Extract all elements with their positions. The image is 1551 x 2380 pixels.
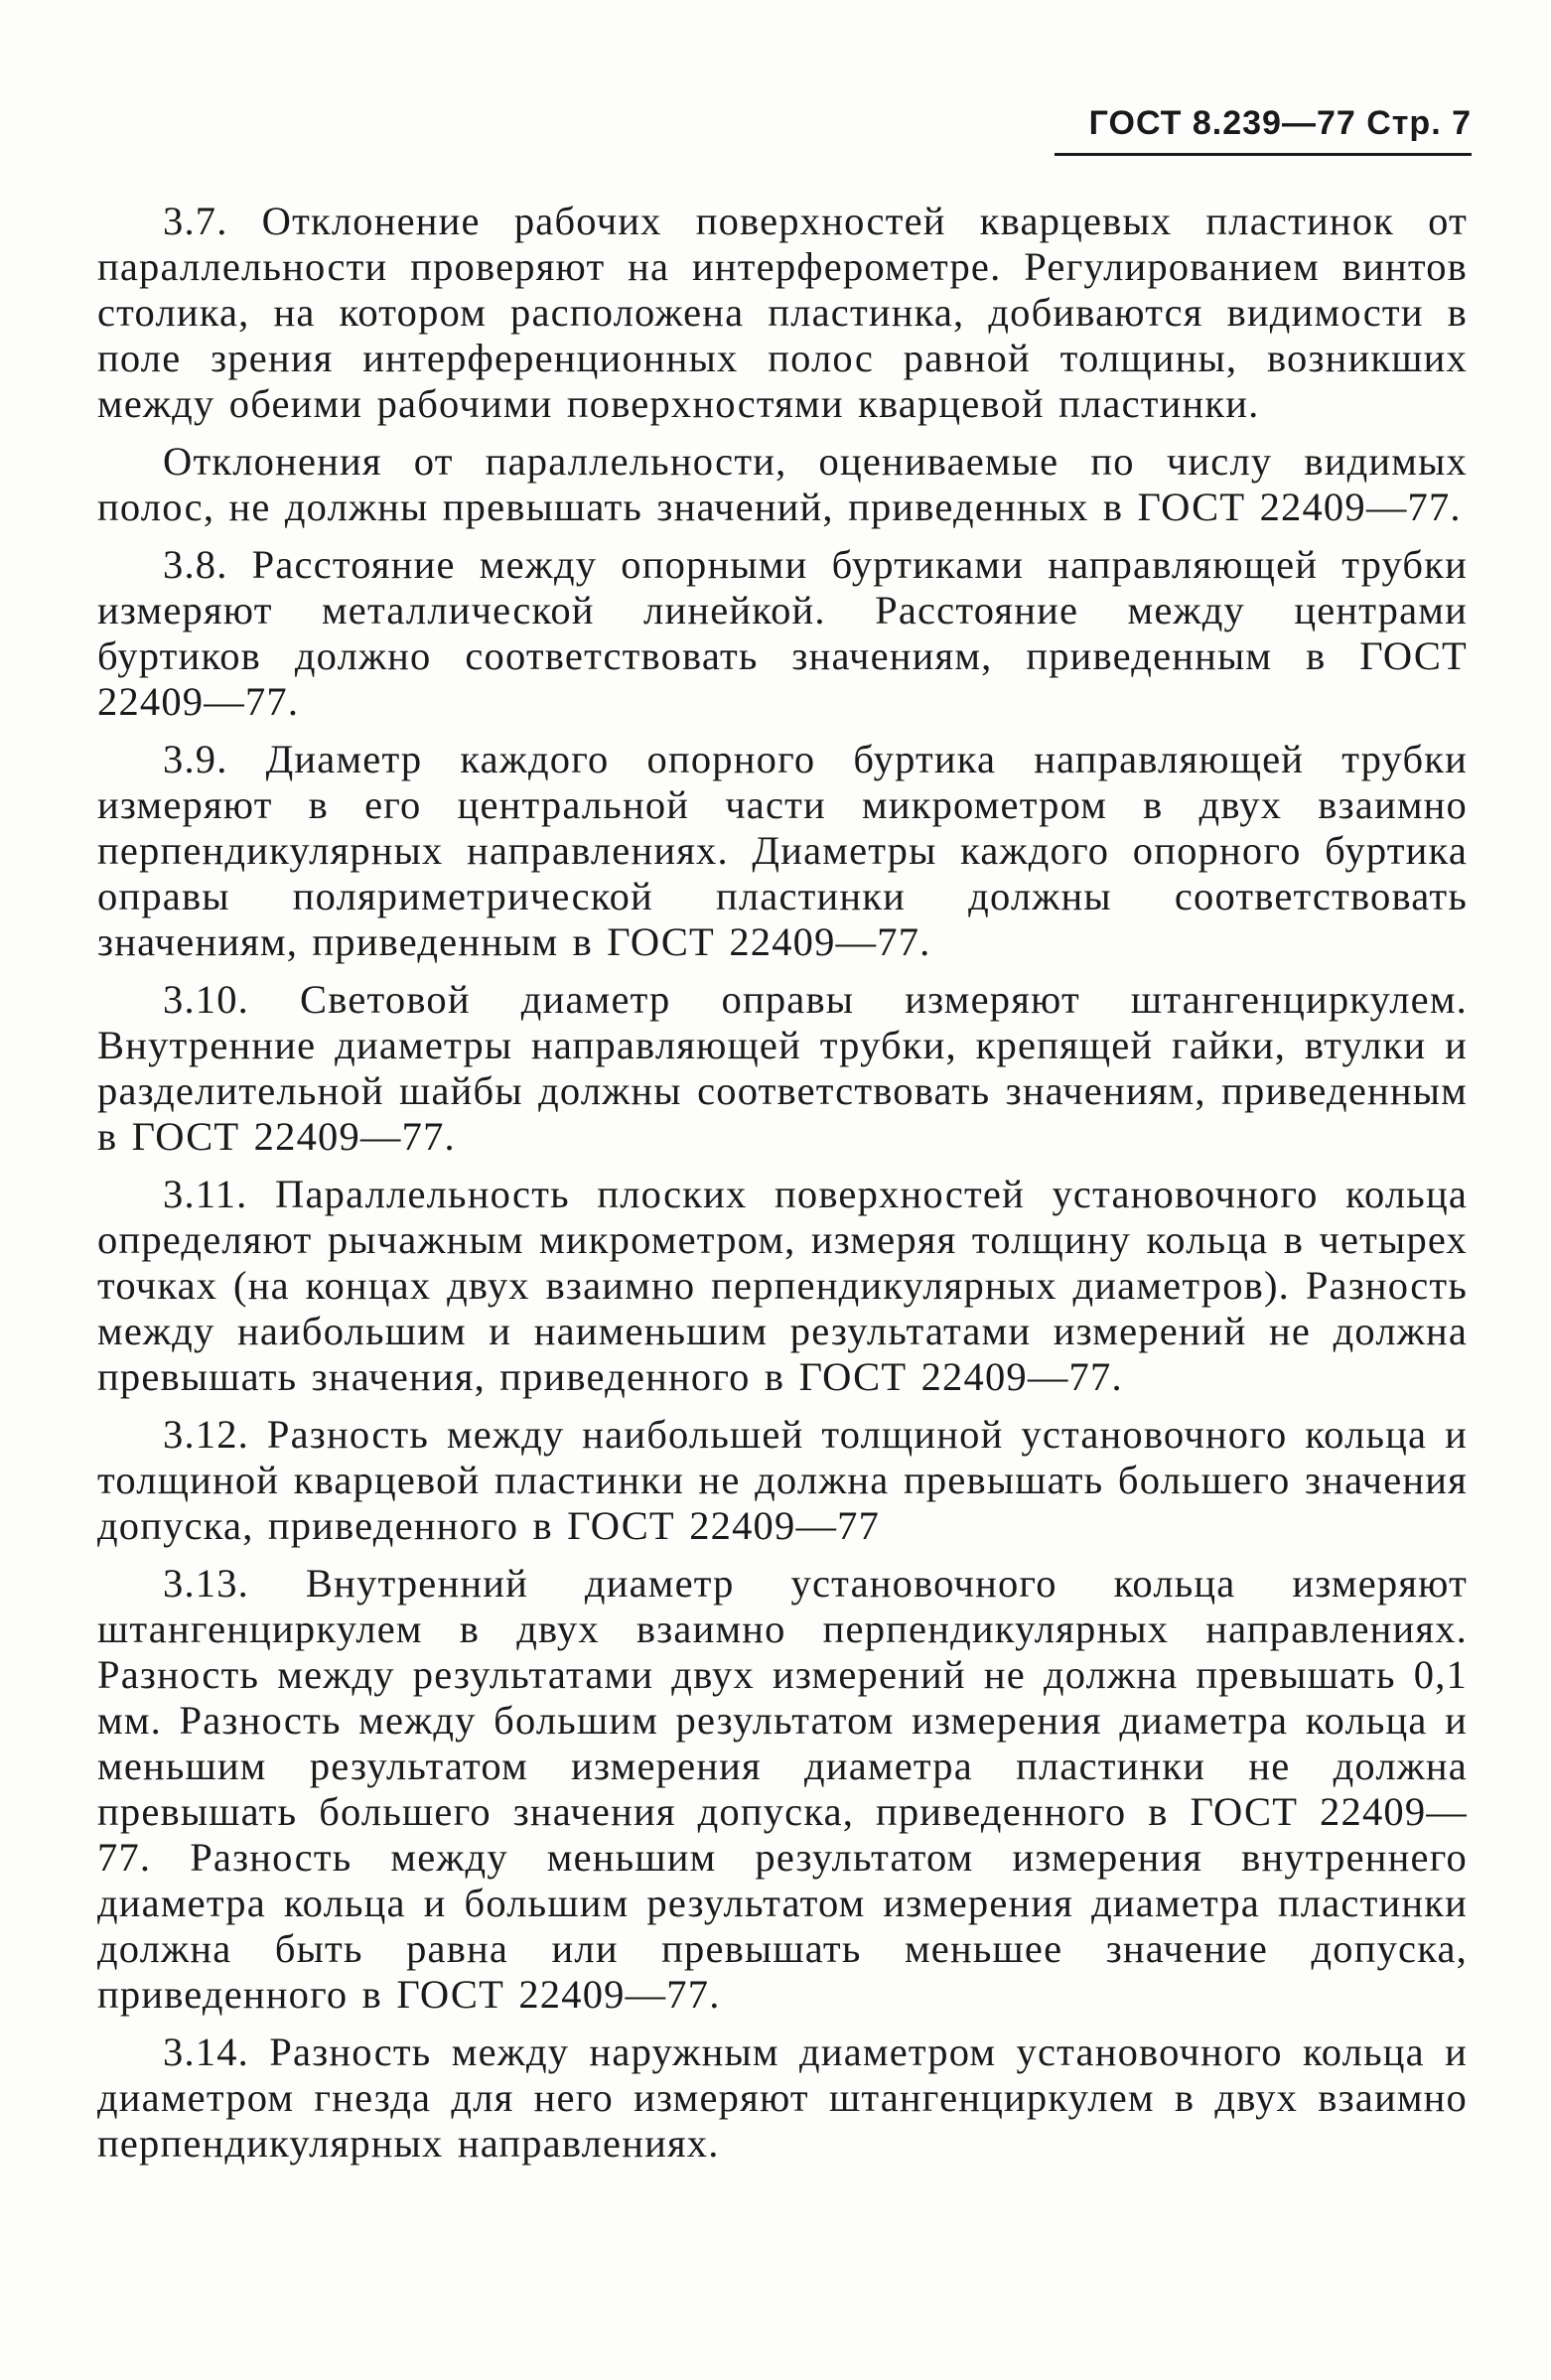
paragraph-3-12: 3.12. Разность между наибольшей толщиной установочного кольца и толщиной кварцевой пластинки не должна превышать большего значения допуска, приведенного в ГОСТ 22409—77: [97, 1412, 1468, 1548]
paragraph-3-11: 3.11. Параллельность плоских поверхностей установочного кольца определяют рычажным микрометром, измеряя толщину кольца в четырех точках (на концах двух взаимно перпендикулярных диаметров). Разность между наибольшим и наименьшим результатами измерений не должна превышать значения, приведенного в ГОСТ 22409—77.: [97, 1172, 1468, 1399]
running-head: ГОСТ 8.239—77 Стр. 7: [1055, 103, 1472, 156]
body-text: [97, 199, 1468, 2178]
paragraph-3-9: 3.9. Диаметр каждого опорного буртика направляющей трубки измеряют в его центральной части микрометром в двух взаимно перпендикулярных направлениях. Диаметры каждого опорного буртика оправы поляриметрической пластинки должны соответствовать значениям, приведенным в ГОСТ 22409—77.: [97, 737, 1468, 964]
paragraph-3-7-continued: Отклонения от параллельности, оцениваемые по числу видимых полос, не должны превышать значений, приведенных в ГОСТ 22409—77.: [97, 439, 1468, 529]
paragraph-3-8: 3.8. Расстояние между опорными буртиками направляющей трубки измеряют металлической линейкой. Расстояние между центрами буртиков должно соответствовать значениям, приведенным в ГОСТ 22409—77.: [97, 542, 1468, 724]
paragraph-3-7: 3.7. Отклонение рабочих поверхностей кварцевых пластинок от параллельности проверяют на интерферометре. Регулированием винтов столика, на котором расположена пластинка, добиваются видимости в поле зрения интерференционных полос равной толщины, возникших между обеими рабочими поверхностями кварцевой пластинки.: [97, 199, 1468, 426]
paragraph-3-10: 3.10. Световой диаметр оправы измеряют штангенциркулем. Внутренние диаметры направляющей трубки, крепящей гайки, втулки и разделительной шайбы должны соответствовать значениям, приведенным в ГОСТ 22409—77.: [97, 977, 1468, 1159]
paragraph-3-13: 3.13. Внутренний диаметр установочного кольца измеряют штангенциркулем в двух взаимно перпендикулярных направлениях. Разность между результатами двух измерений не должна превышать 0,1 мм. Разность между большим результатом измерения диаметра кольца и меньшим результатом измерения диаметра пластинки не должна превышать большего значения допуска, приведенного в ГОСТ 22409—77. Разность между меньшим результатом измерения внутреннего диаметра кольца и большим результатом измерения диаметра пластинки должна быть равна или превышать меньшее значение допуска, приведенного в ГОСТ 22409—77.: [97, 1561, 1468, 2017]
paragraph-3-14: 3.14. Разность между наружным диаметром установочного кольца и диаметром гнезда для него измеряют штангенциркулем в двух взаимно перпендикулярных направлениях.: [97, 2030, 1468, 2166]
